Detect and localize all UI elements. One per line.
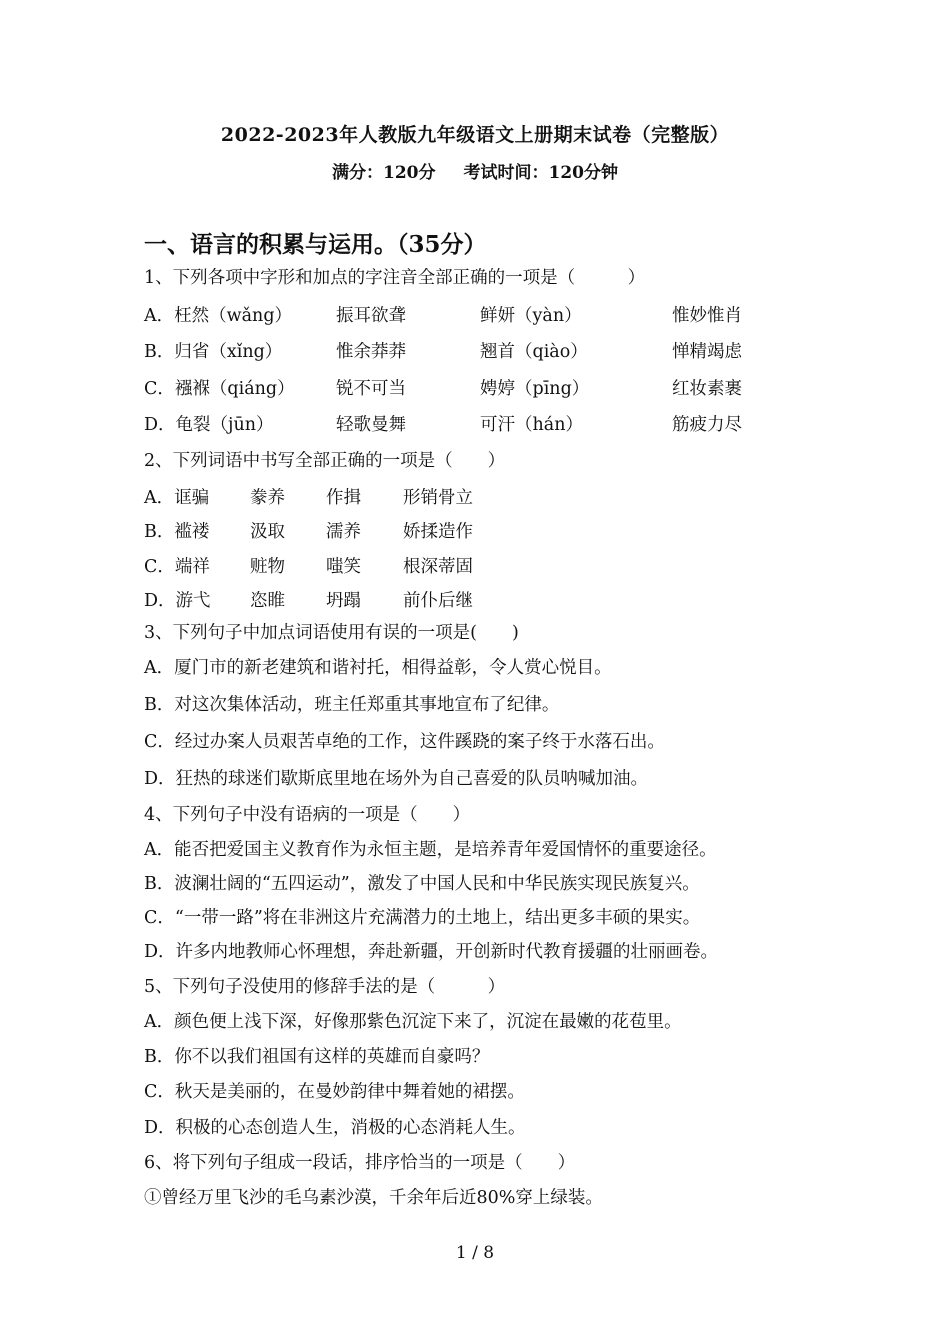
q1-option-d [144, 411, 784, 439]
q4-stem: 4、下列句子中没有语病的一项是（ ） [144, 805, 471, 825]
q1-a-1: A．枉然（wǎng） [144, 306, 293, 326]
q3-option-b: B．对这次集体活动，班主任郑重其事地宣布了纪律。 [144, 695, 560, 715]
q1-option-c [144, 375, 784, 403]
q2-a-3: 作揖 [326, 488, 361, 508]
section-heading: 一、语言的积累与运用。（35分） [144, 231, 487, 258]
q5-option-c: C．秋天是美丽的，在曼妙韵律中舞着她的裙摆。 [144, 1082, 525, 1102]
q1-c-2: 锐不可当 [336, 379, 406, 399]
q4-option-a: A．能否把爱国主义教育作为永恒主题，是培养青年爱国情怀的重要途径。 [144, 840, 717, 860]
q2-a-4: 形销骨立 [403, 488, 473, 508]
q1-b-1: B．归省（xǐng） [144, 342, 283, 362]
q2-c-4: 根深蒂固 [403, 557, 473, 577]
q5-option-d: D．积极的心态创造人生，消极的心态消耗人生。 [144, 1118, 526, 1138]
q4-option-d: D．许多内地教师心怀理想，奔赴新疆，开创新时代教育援疆的壮丽画卷。 [144, 942, 719, 962]
q1-a-3: 鲜妍（yàn） [480, 306, 582, 326]
q1-a-4: 惟妙惟肖 [672, 306, 742, 326]
q2-c-1: C．端祥 [144, 557, 210, 577]
q1-c-3: 娉婷（pīng） [480, 379, 590, 399]
q6-stem: 6、将下列句子组成一段话，排序恰当的一项是（ ） [144, 1153, 576, 1173]
full-score: 满分：120分 [332, 163, 436, 183]
q2-d-1: D．游弋 [144, 591, 211, 611]
q1-a-2: 振耳欲聋 [336, 306, 406, 326]
q6-sentence-1: ①曾经万里飞沙的毛乌素沙漠，千余年后近80%穿上绿装。 [144, 1188, 603, 1208]
q2-d-4: 前仆后继 [403, 591, 473, 611]
q2-b-3: 濡养 [326, 522, 361, 542]
q2-b-4: 娇揉造作 [403, 522, 473, 542]
q1-c-1: C．襁褓（qiáng） [144, 379, 295, 399]
q2-d-3: 坍蹋 [326, 591, 361, 611]
q3-stem: 3、下列句子中加点词语使用有误的一项是( ) [144, 623, 519, 643]
q1-d-4: 筋疲力尽 [672, 415, 742, 435]
exam-title: 2022-2023年人教版九年级语文上册期末试卷（完整版） [220, 124, 730, 146]
q1-b-3: 翘首（qiào） [480, 342, 588, 362]
q2-d-2: 恣睢 [250, 591, 285, 611]
q5-stem: 5、下列句子没使用的修辞手法的是（ ） [144, 977, 506, 997]
q3-option-d: D．狂热的球迷们歇斯底里地在场外为自己喜爱的队员呐喊加油。 [144, 769, 649, 789]
q2-c-2: 赃物 [250, 557, 285, 577]
q1-d-1: D．龟裂（jūn） [144, 415, 274, 435]
q4-option-b: B．波澜壮阔的“五四运动”，激发了中国人民和中华民族实现民族复兴。 [144, 874, 700, 894]
q3-option-a: A．厦门市的新老建筑和谐衬托，相得益彰，令人赏心悦目。 [144, 658, 612, 678]
q2-a-2: 豢养 [250, 488, 285, 508]
page-number: 1 / 8 [455, 1243, 495, 1263]
q2-a-1: A．诓骗 [144, 488, 210, 508]
q1-option-a [144, 302, 784, 330]
q2-b-1: B．褴褛 [144, 522, 210, 542]
exam-meta [0, 158, 950, 183]
q1-d-3: 可汗（hán） [480, 415, 583, 435]
q5-option-b: B．你不以我们祖国有这样的英雄而自豪吗？ [144, 1047, 490, 1067]
q1-stem: 1、下列各项中字形和加点的字注音全部正确的一项是（ ） [144, 268, 646, 288]
q2-c-3: 嗤笑 [326, 557, 361, 577]
q1-b-4: 惮精竭虑 [672, 342, 742, 362]
q3-option-c: C．经过办案人员艰苦卓绝的工作，这件蹊跷的案子终于水落石出。 [144, 732, 665, 752]
q1-c-4: 红妆素裹 [672, 379, 742, 399]
q2-b-2: 汲取 [250, 522, 285, 542]
exam-time: 考试时间：120分钟 [463, 163, 618, 183]
q4-option-c: C．“一带一路”将在非洲这片充满潜力的土地上，结出更多丰硕的果实。 [144, 908, 701, 928]
q1-d-2: 轻歌曼舞 [336, 415, 406, 435]
q1-b-2: 惟余莽莽 [336, 342, 406, 362]
q2-stem: 2、下列词语中书写全部正确的一项是（ ） [144, 451, 506, 471]
q5-option-a: A．颜色便上浅下深，好像那紫色沉淀下来了，沉淀在最嫩的花苞里。 [144, 1012, 682, 1032]
q1-option-b [144, 338, 784, 366]
